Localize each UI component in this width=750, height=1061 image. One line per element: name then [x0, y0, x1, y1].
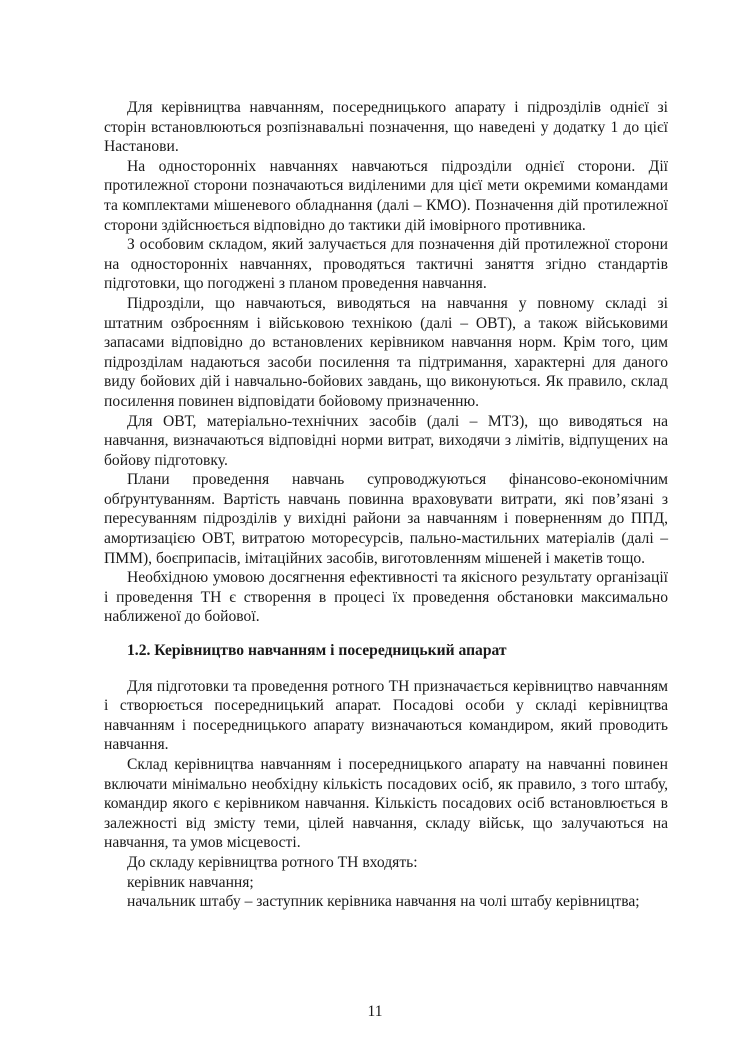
list-item: начальник штабу – заступник керівника навчання на чолі штабу керівництва; — [127, 893, 640, 911]
paragraph-opposing-side-training: З особовим складом, який залучається для позначення дій протилежної сторони на односторонніх навчаннях, проводяться тактичні заняття згідно стандартів підготовки, що погоджені з планом проведення навчання. — [104, 236, 668, 293]
page-number: 11 — [367, 1003, 383, 1020]
paragraph-units-full-strength: Підрозділи, що навчаються, виводяться на навчання у повному складі зі штатним озброєнням і військовою технікою (далі – ОВТ), а також військовими запасами відповідно до встановлених керівником навчання норм. Крім того, цим підрозділам надаються засоби посилення та підтримання, характерні для даного виду бойових дій і навчально-бойових завдань, що виконуються. Як правило, склад посилення повинен відповідати бойовому призначенню. — [104, 294, 668, 410]
list-item: керівник навчання; — [127, 873, 254, 891]
list-intro: До складу керівництва ротного ТН входять: — [127, 853, 418, 871]
paragraph-leadership-appointment: Для підготовки та проведення ротного ТН призначається керівництво навчанням і створюється посередницький апарат. Посадові особи у складі керівництва навчанням і посередницького апарату визначаються командиром, який проводить навчання. — [104, 677, 668, 754]
paragraph-leadership-composition: Склад керівництва навчанням і посередницького апарату на навчанні повинен включати мінімально необхідну кількість посадових осіб, як правило, з того штабу, командир якого є керівником навчання. Кількість посадових осіб встановлюється в залежності від змісту теми, цілей навчання, складу військ, що залучаються на навчання, та умов місцевості. — [104, 756, 668, 852]
paragraph-financial-justification: Плани проведення навчань супроводжуються фінансово-економічним обґрунтуванням. Вартість навчань повинна враховувати витрати, які пов’язані з пересуванням підрозділів у вихідні райони за навчанням і поверненням до ППД, амортизацією ОВТ, витратою моторесурсів, пально-мастильних матеріалів (далі – ПММ), боєприпасів, імітаційних засобів, виготовленням мішеней і макетів тощо. — [104, 471, 668, 567]
paragraph-identification-marks: Для керівництва навчанням, посередницького апарату і підрозділів однієї зі сторін встановлюються розпізнавальні позначення, що наведені у додатку 1 до цієї Настанови. — [104, 99, 668, 156]
page-body — [104, 98, 668, 912]
paragraph-consumption-norms: Для ОВТ, матеріально-технічних засобів (далі – МТЗ), що виводяться на навчання, визначаються відповідні норми витрат, виходячи з лімітів, відпущених на бойову підготовку. — [104, 412, 668, 469]
section-heading: 1.2. Керівництво навчанням і посередницький апарат — [127, 642, 507, 660]
paragraph-combat-like-conditions: Необхідною умовою досягнення ефективності та якісного результату організації і проведення ТН є створення в процесі їх проведення обстановки максимально наближеної до бойової. — [104, 569, 668, 626]
paragraph-one-sided-exercises: На односторонніх навчаннях навчаються підрозділи однієї сторони. Дії протилежної сторони позначаються виділеними для цієї мети окремими командами та комплектами мішеневого обладнання (далі – КМО). Позначення дій протилежної сторони здійснюється відповідно до тактики дій імовірного противника. — [104, 157, 668, 234]
